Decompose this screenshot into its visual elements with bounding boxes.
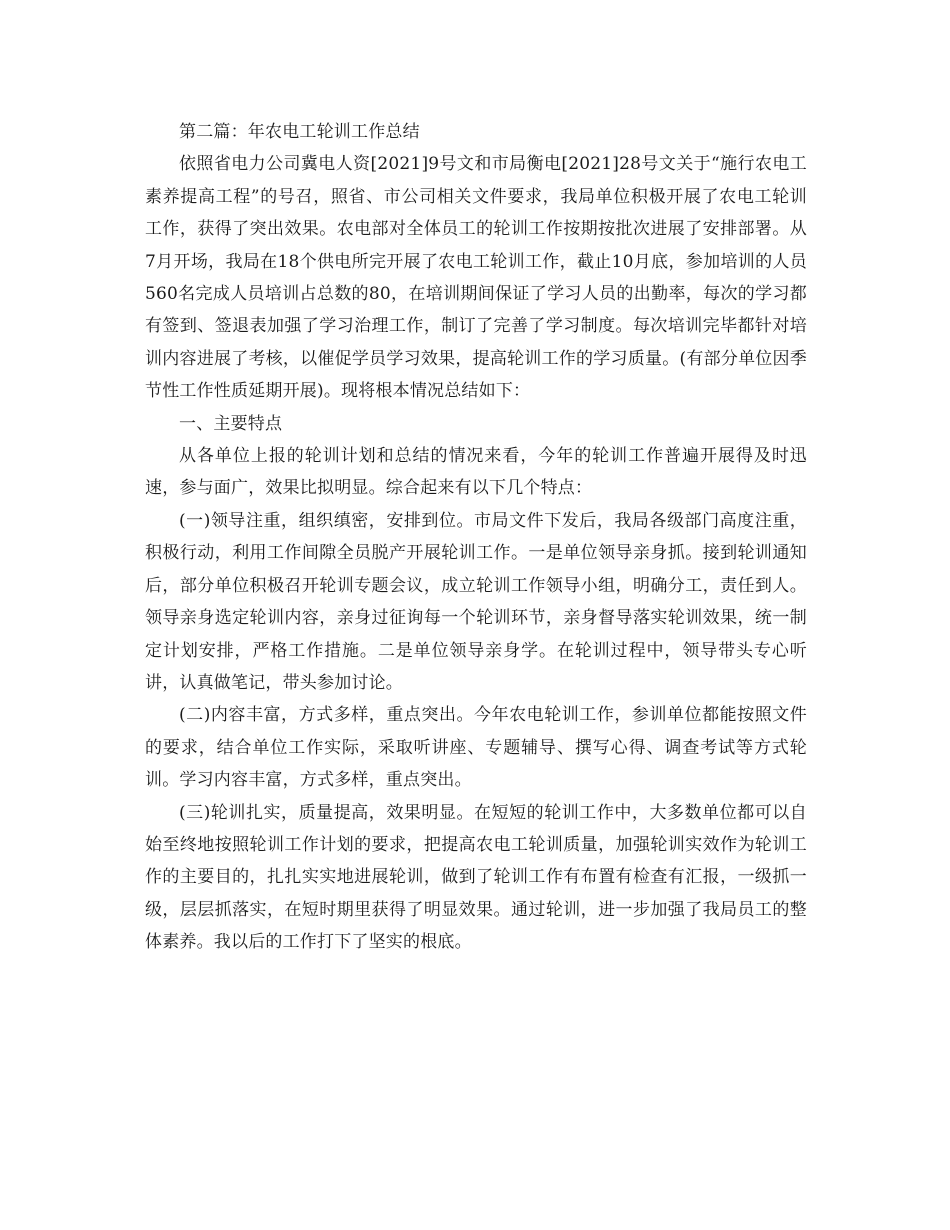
document-body [145, 116, 807, 959]
feature-paragraph-3: (三)轮训扎实，质量提高，效果明显。在短短的轮训工作中，大多数单位都可以自始至终地按照轮训工作计划的要求，把提高农电工轮训质量，加强轮训实效作为轮训工作的主要目的，扎扎实实地进展轮训，做到了轮训工作有布置有检查有汇报，一级抓一级，层层抓落实，在短时期里获得了明显效果。通过轮训，进一步加强了我局员工的整体素养。我以后的工作打下了坚实的根底。 [145, 802, 807, 953]
section-title: 第二篇：年农电工轮训工作总结 [179, 122, 420, 142]
intro-paragraph: 依照省电力公司冀电人资[2021]9号文和市局衡电[2021]28号文关于“施行农电工素养提高工程”的号召，照省、市公司相关文件要求，我局单位积极开展了农电工轮训工作，获得了突出效果。农电部对全体员工的轮训工作按期按批次进展了安排部署。从7月开场，我局在18个供电所完开展了农电工轮训工作，截止10月底，参加培训的人员560名完成人员培训占总数的80，在培训期间保证了学习人员的出勤率，每次的学习都有签到、签退表加强了学习治理工作，制订了完善了学习制度。每次培训完毕都针对培训内容进展了考核，以催促学员学习效果，提高轮训工作的学习质量。(有部分单位因季节性工作性质延期开展)。现将根本情况总结如下： [145, 154, 807, 402]
feature-paragraph-2: (二)内容丰富，方式多样，重点突出。今年农电轮训工作，参训单位都能按照文件的要求，结合单位工作实际，采取听讲座、专题辅导、撰写心得、调查考试等方式轮训。学习内容丰富，方式多样，重点突出。 [145, 705, 807, 791]
features-overview-paragraph: 从各单位上报的轮训计划和总结的情况来看，今年的轮训工作普遍开展得及时迅速，参与面广，效果比拟明显。综合起来有以下几个特点： [145, 446, 807, 499]
section-heading-main-features: 一、主要特点 [179, 413, 283, 434]
feature-paragraph-1: (一)领导注重，组织缜密，安排到位。市局文件下发后，我局各级部门高度注重，积极行动，利用工作间隙全员脱产开展轮训工作。一是单位领导亲身抓。接到轮训通知后，部分单位积极召开轮训专题会议，成立轮训工作领导小组，明确分工，责任到人。领导亲身选定轮训内容，亲身过征询每一个轮训环节，亲身督导落实轮训效果，统一制定计划安排，严格工作措施。二是单位领导亲身学。在轮训过程中，领导带头专心听讲，认真做笔记，带头参加讨论。 [145, 510, 807, 693]
